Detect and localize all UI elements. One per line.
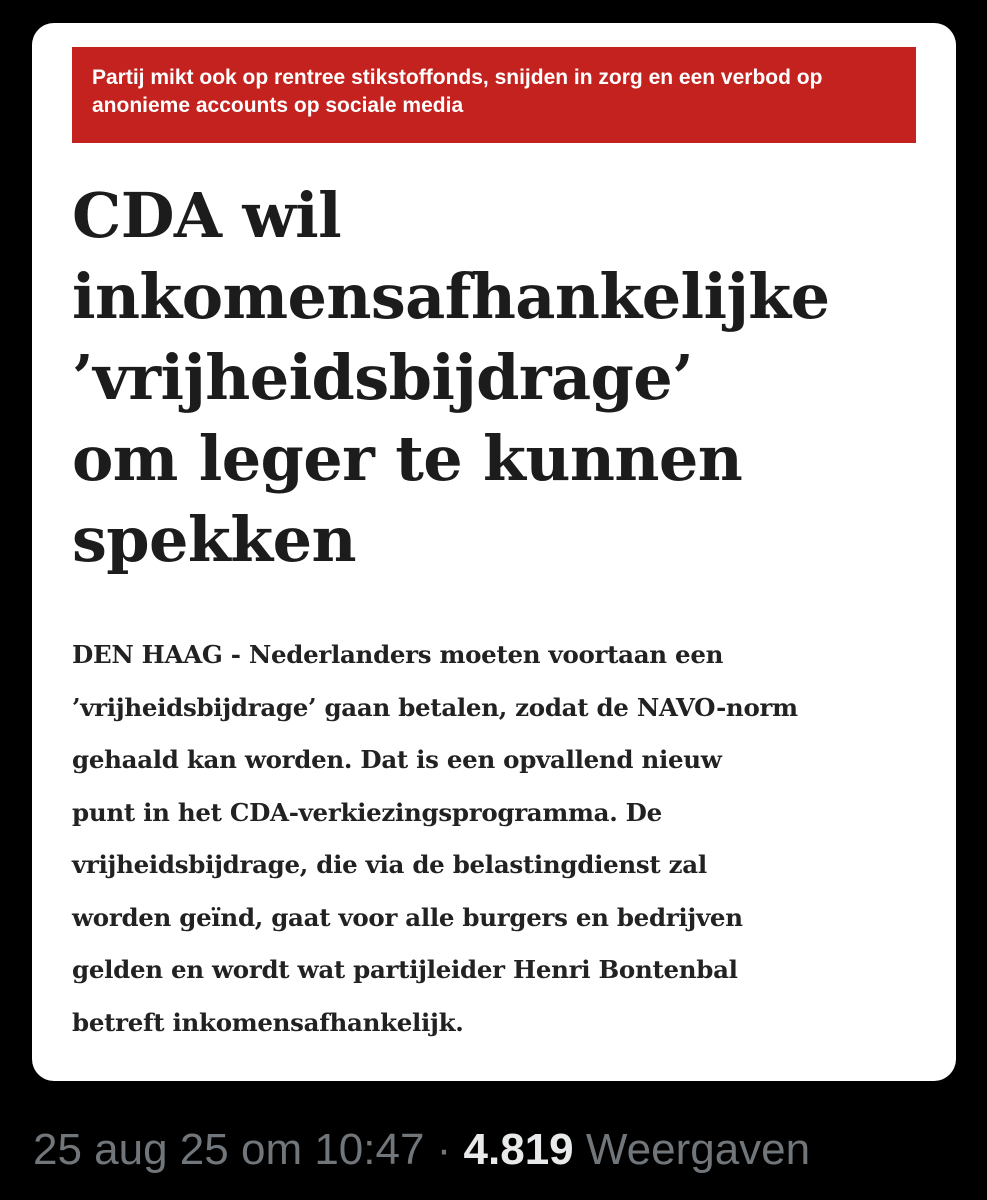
lede-line: DEN HAAG - Nederlanders moeten voortaan een (72, 640, 724, 669)
article-lede (72, 629, 932, 1049)
headline-line: om leger te kunnen (72, 422, 743, 495)
meta-separator: · (424, 1125, 464, 1174)
lede-line: gehaald kan worden. Dat is een opvallend nieuw (72, 745, 722, 774)
article-kicker-banner (72, 47, 916, 143)
views-count[interactable]: 4.819 (463, 1125, 574, 1174)
lede-line: gelden en wordt wat partijleider Henri Bontenbal (72, 955, 738, 984)
post-meta (33, 1120, 810, 1180)
headline-line: spekken (72, 503, 356, 576)
headline-line: CDA wil (72, 179, 342, 252)
post-timestamp[interactable]: 25 aug 25 om 10:47 (33, 1125, 425, 1174)
headline-line: ’vrijheidsbijdrage’ (72, 341, 694, 414)
lede-line: vrijheidsbijdrage, die via de belastingdienst zal (72, 850, 707, 879)
lede-line: betreft inkomensafhankelijk. (72, 1007, 464, 1037)
post-media-image[interactable] (32, 23, 956, 1081)
headline-line: inkomensafhankelijke (72, 260, 830, 333)
article-kicker-text: Partij mikt ook op rentree stikstoffonds, snijden in zorg en een verbod op anonieme accounts op sociale media (92, 66, 823, 117)
lede-line: punt in het CDA-verkiezingsprogramma. De (72, 797, 662, 827)
article-headline (72, 175, 932, 580)
views-label[interactable]: Weergaven (585, 1125, 811, 1174)
lede-line: ’vrijheidsbijdrage’ gaan betalen, zodat de NAVO-norm (72, 692, 798, 722)
lede-line: worden geïnd, gaat voor alle burgers en bedrijven (72, 902, 743, 932)
